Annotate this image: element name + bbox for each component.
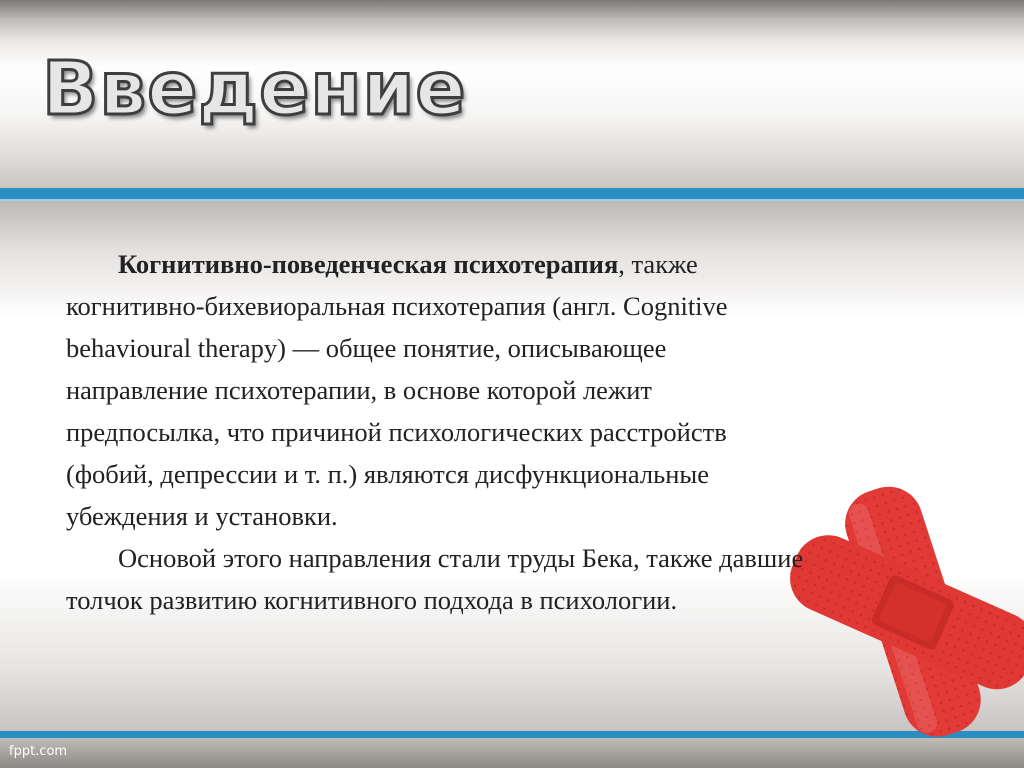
paragraph-1-line-1 [66, 243, 1016, 285]
paragraph-2-line-2: толчок развитию когнитивного подхода в психологии. [66, 585, 678, 615]
term-highlight: Когнитивно-поведенческая психотерапия [118, 249, 619, 279]
paragraph-1-line-6: (фобий, депрессии и т. п.) являются дисфункциональные [66, 459, 709, 489]
paragraph-1-line-4: направление психотерапии, в основе которой лежит [66, 375, 653, 405]
slide-body-text [66, 243, 1016, 621]
slide-title: Введение [42, 46, 467, 132]
paragraph-2-line-1: Основой этого направления стали труды Бека, также давшие [118, 543, 804, 573]
paragraph-1-line-3: behavioural therapy) — общее понятие, описывающее [66, 333, 667, 363]
paragraph-1-line-2: когнитивно-бихевиоральная психотерапия (англ. Cognitive [66, 291, 728, 321]
paragraph-1-line-7: убеждения и установки. [66, 501, 338, 531]
footer-brand-label: fppt.com [9, 744, 68, 759]
header-divider-stripe [0, 188, 1024, 201]
term-continuation: , также [618, 249, 698, 279]
paragraph-1-line-5: предпосылка, что причиной психологических расстройств [66, 417, 727, 447]
